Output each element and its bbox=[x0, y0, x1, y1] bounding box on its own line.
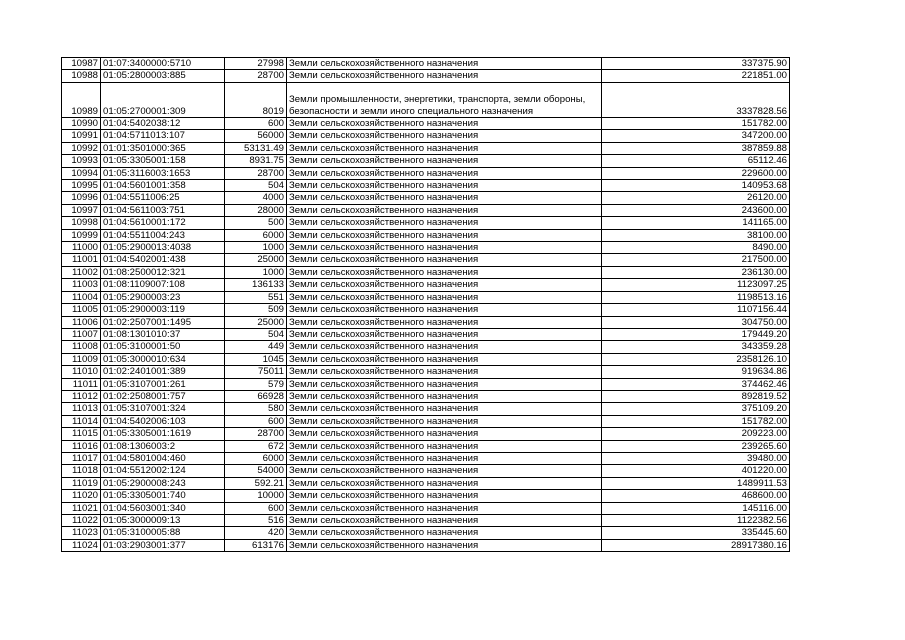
land-category-cell: Земли сельскохозяйственного назначения bbox=[287, 254, 602, 266]
table-row bbox=[62, 217, 790, 229]
row-number-cell: 10988 bbox=[62, 70, 101, 82]
area-cell: 672 bbox=[225, 440, 287, 452]
cadastral-number-cell: 01:07:3400000:5710 bbox=[101, 58, 225, 70]
table-row bbox=[62, 291, 790, 303]
area-cell: 551 bbox=[225, 291, 287, 303]
area-cell: 28700 bbox=[225, 70, 287, 82]
area-cell: 580 bbox=[225, 403, 287, 415]
cadastral-number-cell: 01:05:3000009:13 bbox=[101, 515, 225, 527]
row-number-cell: 11003 bbox=[62, 279, 101, 291]
area-cell: 6000 bbox=[225, 229, 287, 241]
area-cell: 504 bbox=[225, 180, 287, 192]
row-number-cell: 10992 bbox=[62, 142, 101, 154]
row-number-cell: 11007 bbox=[62, 328, 101, 340]
land-category-cell: Земли сельскохозяйственного назначения bbox=[287, 477, 602, 489]
cadastral-value-cell: 919634.86 bbox=[602, 366, 790, 378]
cadastral-number-cell: 01:05:3100005:88 bbox=[101, 527, 225, 539]
area-cell: 25000 bbox=[225, 254, 287, 266]
cadastral-number-cell: 01:05:3107001:261 bbox=[101, 378, 225, 390]
cadastral-value-cell: 221851.00 bbox=[602, 70, 790, 82]
table-row bbox=[62, 316, 790, 328]
table-row bbox=[62, 428, 790, 440]
cadastral-number-cell: 01:04:5610001:172 bbox=[101, 217, 225, 229]
area-cell: 6000 bbox=[225, 452, 287, 464]
area-cell: 600 bbox=[225, 502, 287, 514]
area-cell: 54000 bbox=[225, 465, 287, 477]
table-row bbox=[62, 390, 790, 402]
land-category-cell: Земли сельскохозяйственного назначения bbox=[287, 266, 602, 278]
cadastral-number-cell: 01:05:3305001:158 bbox=[101, 155, 225, 167]
cadastral-number-cell: 01:04:5402001:438 bbox=[101, 254, 225, 266]
cadastral-value-cell: 343359.28 bbox=[602, 341, 790, 353]
cadastral-number-cell: 01:05:3100001:50 bbox=[101, 341, 225, 353]
table-row bbox=[62, 403, 790, 415]
area-cell: 516 bbox=[225, 515, 287, 527]
land-category-cell: Земли сельскохозяйственного назначения bbox=[287, 167, 602, 179]
land-category-cell: Земли сельскохозяйственного назначения bbox=[287, 527, 602, 539]
land-category-cell: Земли сельскохозяйственного назначения bbox=[287, 130, 602, 142]
table-row bbox=[62, 180, 790, 192]
cadastral-value-cell: 145116.00 bbox=[602, 502, 790, 514]
row-number-cell: 11022 bbox=[62, 515, 101, 527]
cadastral-value-cell: 39480.00 bbox=[602, 452, 790, 464]
table-row bbox=[62, 266, 790, 278]
table-row bbox=[62, 304, 790, 316]
table-row bbox=[62, 477, 790, 489]
row-number-cell: 10989 bbox=[62, 82, 101, 117]
cadastral-value-cell: 1489911.53 bbox=[602, 477, 790, 489]
cadastral-number-cell: 01:04:5402038:12 bbox=[101, 118, 225, 130]
table-row bbox=[62, 118, 790, 130]
cadastral-number-cell: 01:04:5402006:103 bbox=[101, 415, 225, 427]
row-number-cell: 11001 bbox=[62, 254, 101, 266]
land-category-cell: Земли сельскохозяйственного назначения bbox=[287, 539, 602, 551]
row-number-cell: 11009 bbox=[62, 353, 101, 365]
row-number-cell: 11023 bbox=[62, 527, 101, 539]
table-row bbox=[62, 378, 790, 390]
land-category-cell: Земли сельскохозяйственного назначения bbox=[287, 304, 602, 316]
cadastral-value-cell: 401220.00 bbox=[602, 465, 790, 477]
cadastral-value-cell: 3337828.56 bbox=[602, 82, 790, 117]
row-number-cell: 11010 bbox=[62, 366, 101, 378]
row-number-cell: 11016 bbox=[62, 440, 101, 452]
land-category-cell: Земли сельскохозяйственного назначения bbox=[287, 378, 602, 390]
land-category-cell: Земли сельскохозяйственного назначения bbox=[287, 279, 602, 291]
row-number-cell: 11002 bbox=[62, 266, 101, 278]
land-category-cell: Земли сельскохозяйственного назначения bbox=[287, 452, 602, 464]
land-category-cell: Земли сельскохозяйственного назначения bbox=[287, 353, 602, 365]
area-cell: 53131.49 bbox=[225, 142, 287, 154]
cadastral-number-cell: 01:04:5611003:751 bbox=[101, 204, 225, 216]
cadastral-value-cell: 1107156.44 bbox=[602, 304, 790, 316]
table-body bbox=[62, 58, 790, 552]
cadastral-value-cell: 8490.00 bbox=[602, 242, 790, 254]
table-row bbox=[62, 328, 790, 340]
area-cell: 600 bbox=[225, 415, 287, 427]
land-category-cell: Земли сельскохозяйственного назначения bbox=[287, 328, 602, 340]
cadastral-number-cell: 01:04:5511006:25 bbox=[101, 192, 225, 204]
land-category-cell: Земли сельскохозяйственного назначения bbox=[287, 502, 602, 514]
cadastral-value-cell: 151782.00 bbox=[602, 118, 790, 130]
table-row bbox=[62, 465, 790, 477]
area-cell: 579 bbox=[225, 378, 287, 390]
area-cell: 592.21 bbox=[225, 477, 287, 489]
land-parcels-table-container bbox=[61, 57, 790, 552]
cadastral-number-cell: 01:04:5511004:243 bbox=[101, 229, 225, 241]
cadastral-value-cell: 229600.00 bbox=[602, 167, 790, 179]
row-number-cell: 11015 bbox=[62, 428, 101, 440]
area-cell: 56000 bbox=[225, 130, 287, 142]
row-number-cell: 10991 bbox=[62, 130, 101, 142]
row-number-cell: 11012 bbox=[62, 390, 101, 402]
row-number-cell: 10999 bbox=[62, 229, 101, 241]
land-category-cell: Земли сельскохозяйственного назначения bbox=[287, 217, 602, 229]
row-number-cell: 11008 bbox=[62, 341, 101, 353]
cadastral-number-cell: 01:04:5603001:340 bbox=[101, 502, 225, 514]
row-number-cell: 11020 bbox=[62, 490, 101, 502]
table-row bbox=[62, 70, 790, 82]
row-number-cell: 11019 bbox=[62, 477, 101, 489]
land-category-cell: Земли сельскохозяйственного назначения bbox=[287, 58, 602, 70]
row-number-cell: 11014 bbox=[62, 415, 101, 427]
cadastral-number-cell: 01:01:3501000:365 bbox=[101, 142, 225, 154]
area-cell: 1000 bbox=[225, 266, 287, 278]
table-row bbox=[62, 341, 790, 353]
cadastral-value-cell: 337375.90 bbox=[602, 58, 790, 70]
cadastral-number-cell: 01:05:3305001:740 bbox=[101, 490, 225, 502]
table-row bbox=[62, 82, 790, 117]
area-cell: 1045 bbox=[225, 353, 287, 365]
land-category-cell: Земли сельскохозяйственного назначения bbox=[287, 70, 602, 82]
table-row bbox=[62, 515, 790, 527]
row-number-cell: 11024 bbox=[62, 539, 101, 551]
cadastral-number-cell: 01:05:3000010:634 bbox=[101, 353, 225, 365]
cadastral-value-cell: 2358126.10 bbox=[602, 353, 790, 365]
cadastral-value-cell: 335445.60 bbox=[602, 527, 790, 539]
cadastral-value-cell: 141165.00 bbox=[602, 217, 790, 229]
cadastral-value-cell: 243600.00 bbox=[602, 204, 790, 216]
table-row bbox=[62, 155, 790, 167]
area-cell: 27998 bbox=[225, 58, 287, 70]
cadastral-number-cell: 01:08:1109007:108 bbox=[101, 279, 225, 291]
row-number-cell: 11018 bbox=[62, 465, 101, 477]
cadastral-value-cell: 179449.20 bbox=[602, 328, 790, 340]
cadastral-number-cell: 01:05:2900003:119 bbox=[101, 304, 225, 316]
land-category-cell: Земли сельскохозяйственного назначения bbox=[287, 415, 602, 427]
land-category-cell: Земли сельскохозяйственного назначения bbox=[287, 155, 602, 167]
cadastral-value-cell: 374462.46 bbox=[602, 378, 790, 390]
row-number-cell: 10987 bbox=[62, 58, 101, 70]
table-row bbox=[62, 167, 790, 179]
cadastral-value-cell: 151782.00 bbox=[602, 415, 790, 427]
row-number-cell: 11011 bbox=[62, 378, 101, 390]
land-category-cell: Земли сельскохозяйственного назначения bbox=[287, 390, 602, 402]
area-cell: 600 bbox=[225, 118, 287, 130]
row-number-cell: 10998 bbox=[62, 217, 101, 229]
area-cell: 504 bbox=[225, 328, 287, 340]
cadastral-number-cell: 01:08:2500012:321 bbox=[101, 266, 225, 278]
cadastral-number-cell: 01:08:1306003:2 bbox=[101, 440, 225, 452]
cadastral-value-cell: 38100.00 bbox=[602, 229, 790, 241]
land-category-cell: Земли сельскохозяйственного назначения bbox=[287, 366, 602, 378]
row-number-cell: 10997 bbox=[62, 204, 101, 216]
area-cell: 28700 bbox=[225, 428, 287, 440]
table-row bbox=[62, 502, 790, 514]
row-number-cell: 11006 bbox=[62, 316, 101, 328]
cadastral-number-cell: 01:05:2900008:243 bbox=[101, 477, 225, 489]
land-category-cell: Земли сельскохозяйственного назначения bbox=[287, 515, 602, 527]
land-category-cell: Земли сельскохозяйственного назначения bbox=[287, 341, 602, 353]
land-category-cell: Земли сельскохозяйственного назначения bbox=[287, 229, 602, 241]
cadastral-number-cell: 01:02:2508001:757 bbox=[101, 390, 225, 402]
table-row bbox=[62, 254, 790, 266]
land-category-cell: Земли сельскохозяйственного назначения bbox=[287, 180, 602, 192]
cadastral-value-cell: 1198513.16 bbox=[602, 291, 790, 303]
area-cell: 28700 bbox=[225, 167, 287, 179]
cadastral-value-cell: 140953.68 bbox=[602, 180, 790, 192]
table-row bbox=[62, 353, 790, 365]
land-category-cell: Земли сельскохозяйственного назначения bbox=[287, 192, 602, 204]
cadastral-value-cell: 892819.52 bbox=[602, 390, 790, 402]
land-category-cell: Земли сельскохозяйственного назначения bbox=[287, 242, 602, 254]
row-number-cell: 11017 bbox=[62, 452, 101, 464]
cadastral-number-cell: 01:05:2900013:4038 bbox=[101, 242, 225, 254]
area-cell: 8019 bbox=[225, 82, 287, 117]
cadastral-value-cell: 209223.00 bbox=[602, 428, 790, 440]
row-number-cell: 10996 bbox=[62, 192, 101, 204]
cadastral-number-cell: 01:03:2903001:377 bbox=[101, 539, 225, 551]
table-row bbox=[62, 539, 790, 551]
area-cell: 4000 bbox=[225, 192, 287, 204]
cadastral-number-cell: 01:05:2800003:885 bbox=[101, 70, 225, 82]
area-cell: 66928 bbox=[225, 390, 287, 402]
table-row bbox=[62, 452, 790, 464]
table-row bbox=[62, 58, 790, 70]
land-category-cell: Земли сельскохозяйственного назначения bbox=[287, 118, 602, 130]
cadastral-number-cell: 01:02:2507001:1495 bbox=[101, 316, 225, 328]
area-cell: 10000 bbox=[225, 490, 287, 502]
cadastral-value-cell: 65112.46 bbox=[602, 155, 790, 167]
land-category-cell: Земли сельскохозяйственного назначения bbox=[287, 142, 602, 154]
land-parcels-table bbox=[61, 57, 790, 552]
table-row bbox=[62, 130, 790, 142]
area-cell: 25000 bbox=[225, 316, 287, 328]
cadastral-number-cell: 01:02:2401001:389 bbox=[101, 366, 225, 378]
cadastral-number-cell: 01:08:1301010:37 bbox=[101, 328, 225, 340]
cadastral-number-cell: 01:05:3305001:1619 bbox=[101, 428, 225, 440]
cadastral-number-cell: 01:05:2700001:309 bbox=[101, 82, 225, 117]
land-category-cell: Земли сельскохозяйственного назначения bbox=[287, 490, 602, 502]
area-cell: 8931.75 bbox=[225, 155, 287, 167]
area-cell: 509 bbox=[225, 304, 287, 316]
table-row bbox=[62, 142, 790, 154]
table-row bbox=[62, 229, 790, 241]
cadastral-value-cell: 239265.60 bbox=[602, 440, 790, 452]
row-number-cell: 10993 bbox=[62, 155, 101, 167]
area-cell: 1000 bbox=[225, 242, 287, 254]
table-row bbox=[62, 279, 790, 291]
area-cell: 420 bbox=[225, 527, 287, 539]
cadastral-value-cell: 468600.00 bbox=[602, 490, 790, 502]
cadastral-number-cell: 01:04:5801004:460 bbox=[101, 452, 225, 464]
cadastral-value-cell: 217500.00 bbox=[602, 254, 790, 266]
land-category-cell: Земли сельскохозяйственного назначения bbox=[287, 316, 602, 328]
cadastral-number-cell: 01:04:5601001:358 bbox=[101, 180, 225, 192]
table-row bbox=[62, 440, 790, 452]
cadastral-value-cell: 236130.00 bbox=[602, 266, 790, 278]
land-category-cell: Земли сельскохозяйственного назначения bbox=[287, 291, 602, 303]
land-category-cell: Земли сельскохозяйственного назначения bbox=[287, 465, 602, 477]
cadastral-number-cell: 01:04:5512002:124 bbox=[101, 465, 225, 477]
area-cell: 136133 bbox=[225, 279, 287, 291]
row-number-cell: 11021 bbox=[62, 502, 101, 514]
table-row bbox=[62, 527, 790, 539]
cadastral-value-cell: 347200.00 bbox=[602, 130, 790, 142]
land-category-cell: Земли сельскохозяйственного назначения bbox=[287, 204, 602, 216]
cadastral-value-cell: 1122382.56 bbox=[602, 515, 790, 527]
row-number-cell: 11013 bbox=[62, 403, 101, 415]
cadastral-number-cell: 01:05:2900003:23 bbox=[101, 291, 225, 303]
area-cell: 500 bbox=[225, 217, 287, 229]
cadastral-number-cell: 01:04:5711013:107 bbox=[101, 130, 225, 142]
area-cell: 28000 bbox=[225, 204, 287, 216]
cadastral-number-cell: 01:05:3116003:1653 bbox=[101, 167, 225, 179]
row-number-cell: 10994 bbox=[62, 167, 101, 179]
row-number-cell: 10995 bbox=[62, 180, 101, 192]
area-cell: 75011 bbox=[225, 366, 287, 378]
cadastral-value-cell: 375109.20 bbox=[602, 403, 790, 415]
row-number-cell: 11004 bbox=[62, 291, 101, 303]
table-row bbox=[62, 242, 790, 254]
row-number-cell: 10990 bbox=[62, 118, 101, 130]
cadastral-value-cell: 1123097.25 bbox=[602, 279, 790, 291]
table-row bbox=[62, 204, 790, 216]
land-category-cell: Земли сельскохозяйственного назначения bbox=[287, 428, 602, 440]
cadastral-number-cell: 01:05:3107001:324 bbox=[101, 403, 225, 415]
area-cell: 449 bbox=[225, 341, 287, 353]
table-row bbox=[62, 366, 790, 378]
row-number-cell: 11000 bbox=[62, 242, 101, 254]
table-row bbox=[62, 490, 790, 502]
cadastral-value-cell: 26120.00 bbox=[602, 192, 790, 204]
land-category-cell: Земли сельскохозяйственного назначения bbox=[287, 403, 602, 415]
land-category-cell: Земли промышленности, энергетики, транспорта, земли обороны, безопасности и земли иного специального назначения bbox=[287, 82, 602, 117]
table-row bbox=[62, 192, 790, 204]
cadastral-value-cell: 387859.88 bbox=[602, 142, 790, 154]
cadastral-value-cell: 304750.00 bbox=[602, 316, 790, 328]
land-category-cell: Земли сельскохозяйственного назначения bbox=[287, 440, 602, 452]
row-number-cell: 11005 bbox=[62, 304, 101, 316]
area-cell: 613176 bbox=[225, 539, 287, 551]
cadastral-value-cell: 28917380.16 bbox=[602, 539, 790, 551]
table-row bbox=[62, 415, 790, 427]
